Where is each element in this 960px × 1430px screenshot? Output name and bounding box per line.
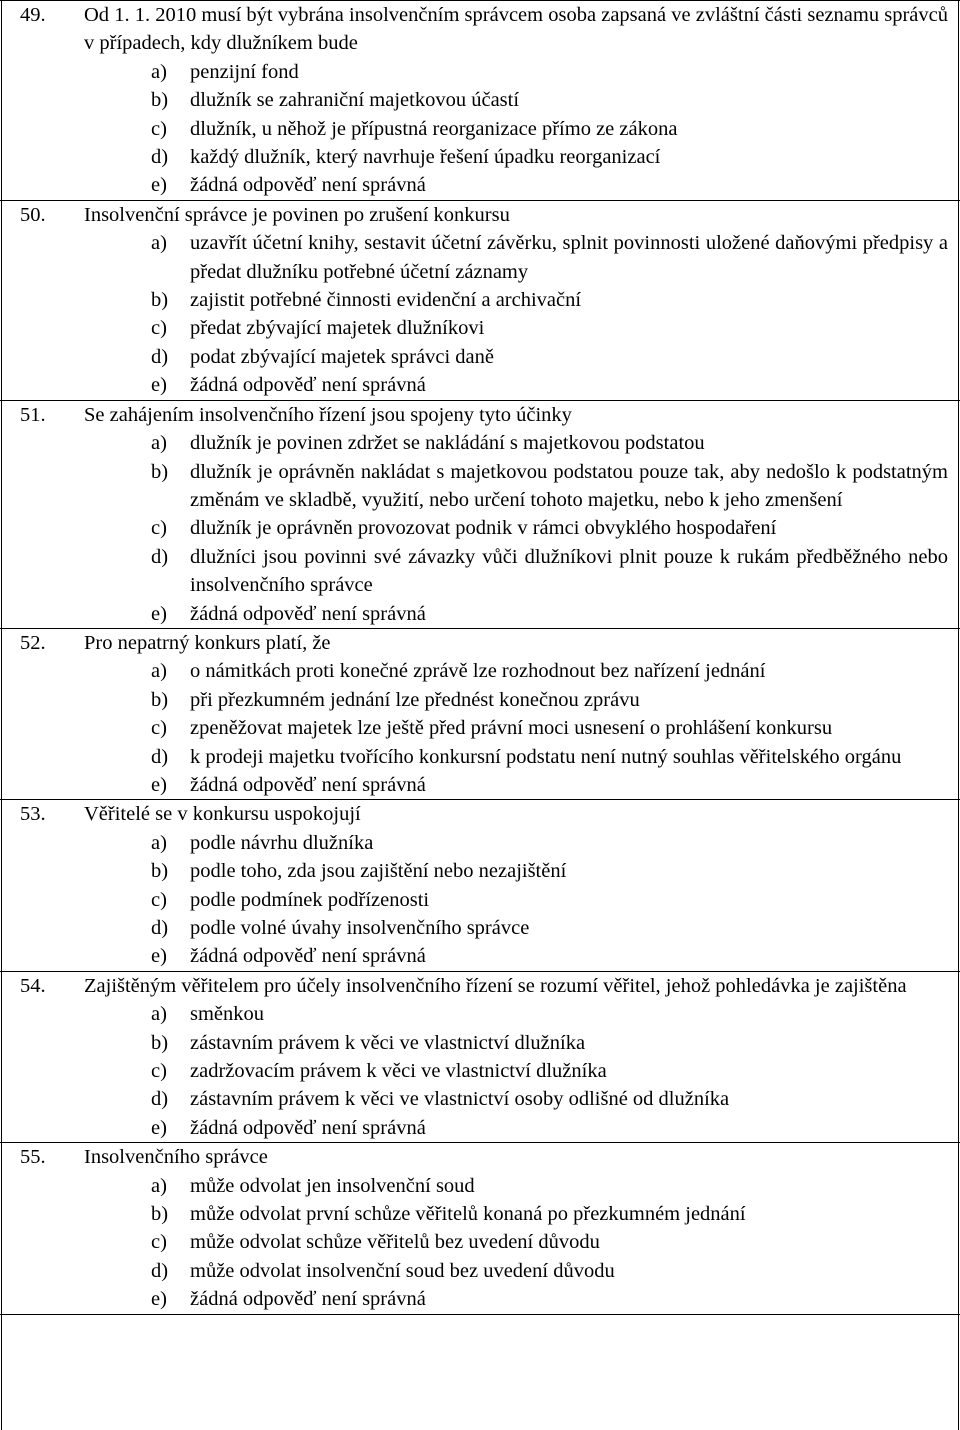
answer-option [151, 514, 948, 542]
answer-option-letter: e) [151, 945, 167, 968]
answer-option-text: žádná odpověď není správná [190, 1116, 426, 1139]
answer-option-letter: a) [151, 1174, 167, 1197]
answer-options [0, 429, 960, 628]
answer-option-text: směnkou [190, 1003, 265, 1026]
answer-option-letter: d) [151, 1088, 169, 1111]
answer-option [151, 1257, 948, 1285]
answer-option [151, 857, 948, 885]
answer-option-text: žádná odpověď není správná [190, 174, 426, 197]
answer-option-letter: a) [151, 432, 167, 455]
answer-option-letter: b) [151, 460, 169, 483]
answer-option-letter: d) [151, 917, 169, 939]
question-text: Pro nepatrný konkurs platí, že [84, 631, 331, 654]
answer-option-text: každý dlužník, který navrhuje řešení úpadku reorganizací [190, 146, 661, 169]
answer-option-letter: b) [151, 1031, 169, 1054]
answer-option-letter: b) [151, 688, 169, 711]
answer-option [151, 286, 948, 314]
answer-option-text: při přezkumném jednání lze přednést konečnou zprávu [190, 688, 640, 711]
answer-option [151, 86, 948, 114]
question-number: 51. [20, 403, 46, 426]
answer-options [0, 229, 960, 399]
answer-option-text: dlužník je povinen zdržet se nakládání s majetkovou podstatou [190, 432, 705, 455]
answer-option-letter: b) [151, 89, 169, 112]
answer-option-letter: b) [151, 289, 169, 312]
answer-option-letter: e) [151, 374, 167, 397]
answer-option-letter: b) [151, 860, 169, 883]
answer-option-text: zástavním právem k věci ve vlastnictví dlužníka [190, 1031, 586, 1054]
question-block [0, 800, 960, 971]
answer-option-text: zajistit potřebné činnosti evidenční a archivační [190, 289, 582, 312]
answer-option-letter: e) [151, 1288, 167, 1311]
question-text: Věřitelé se v konkursu uspokojují [84, 803, 361, 826]
answer-option [151, 343, 948, 371]
answer-options [0, 1000, 960, 1142]
answer-option-text: dlužník je oprávněn nakládat s majetkovou podstatou pouze tak, aby nedošlo k podstatným změnám ve skladbě, využití, nebo určení tohoto majetku, nebo k jeho zmenšení [190, 460, 948, 511]
answer-option [151, 942, 948, 970]
answer-option-text: k prodeji majetku tvořícího konkursní podstatu není nutný souhlas věřitelského orgánu [190, 745, 902, 768]
answer-option-letter: b) [151, 1203, 169, 1226]
answer-option [151, 429, 948, 457]
question-number: 50. [20, 203, 46, 226]
answer-option [151, 1114, 948, 1142]
answer-option-letter: d) [151, 146, 169, 169]
answer-option-text: předat zbývající majetek dlužníkovi [190, 317, 485, 340]
answer-option [151, 371, 948, 399]
answer-option-text: zadržovacím právem k věci ve vlastnictví dlužníka [190, 1060, 607, 1083]
answer-option-text: podat zbývající majetek správci daně [190, 345, 494, 368]
answer-option [151, 686, 948, 714]
answer-option-letter: a) [151, 232, 167, 255]
question-text: Se zahájením insolvenčního řízení jsou spojeny tyto účinky [84, 403, 572, 426]
answer-option-text: podle toho, zda jsou zajištění nebo nezajištění [190, 860, 567, 883]
answer-option [151, 1085, 948, 1113]
question-block [0, 972, 960, 1143]
answer-option-letter: c) [151, 1060, 167, 1083]
answer-option [151, 58, 948, 86]
answer-option-text: penzijní fond [190, 60, 299, 83]
question-number: 53. [20, 803, 46, 826]
answer-option-letter: d) [151, 1259, 169, 1282]
answer-option [151, 1029, 948, 1057]
answer-option-text: dlužník je oprávněn provozovat podnik v rámci obvyklého hospodaření [190, 517, 777, 540]
answer-option-text: podle podmínek podřízenosti [190, 888, 430, 911]
question-number: 54. [20, 974, 46, 997]
question-block [0, 629, 960, 800]
question-block [0, 201, 960, 401]
answer-option-text: podle návrhu dlužníka [190, 831, 374, 854]
answer-option [151, 771, 948, 799]
answer-option-letter: c) [151, 117, 167, 140]
answer-option-letter: e) [151, 174, 167, 197]
answer-option [151, 543, 948, 600]
answer-option-text: může odvolat jen insolvenční soud [190, 1174, 475, 1197]
answer-option-text: žádná odpověď není správná [190, 773, 426, 796]
answer-option-letter: c) [151, 1231, 167, 1254]
question-number: 52. [20, 631, 46, 654]
answer-option-text: žádná odpověď není správná [190, 374, 426, 397]
answer-option [151, 115, 948, 143]
answer-option-letter: a) [151, 60, 167, 83]
answer-option [151, 886, 948, 914]
answer-option-letter: d) [151, 345, 169, 368]
question-number: 49. [20, 4, 46, 26]
answer-option-letter: d) [151, 745, 169, 768]
answer-option-letter: e) [151, 773, 167, 796]
answer-option-letter: e) [151, 602, 167, 625]
question-text: Zajištěným věřitelem pro účely insolvenčního řízení se rozumí věřitel, jehož pohledávka je zajištěna [84, 974, 907, 997]
answer-option-text: uzavřít účetní knihy, sestavit účetní závěrku, splnit povinnosti uložené daňovými předpisy a předat dlužníku potřebné účetní záznamy [190, 232, 948, 283]
answer-option-text: může odvolat první schůze věřitelů konaná po přezkumném jednání [190, 1203, 746, 1226]
answer-option [151, 458, 948, 515]
answer-option-text: žádná odpověď není správná [190, 602, 426, 625]
answer-option-letter: a) [151, 660, 167, 683]
answer-option-text: může odvolat schůze věřitelů bez uvedení důvodu [190, 1231, 600, 1254]
answer-option-text: dlužníci jsou povinni své závazky vůči dlužníkovi plnit pouze k rukám předběžného nebo insolvenčního správce [190, 545, 948, 597]
answer-option [151, 1057, 948, 1085]
answer-option-letter: a) [151, 1003, 167, 1026]
answer-option-letter: c) [151, 888, 167, 911]
answer-option [151, 1285, 948, 1313]
question-text: Insolvenčního správce [84, 1146, 268, 1169]
answer-option [151, 914, 948, 942]
question-block [0, 401, 960, 629]
answer-option [151, 143, 948, 171]
answer-option-text: žádná odpověď není správná [190, 945, 426, 968]
answer-option-text: zástavním právem k věci ve vlastnictví osoby odlišné od dlužníka [190, 1088, 730, 1111]
answer-option [151, 657, 948, 685]
answer-options [0, 829, 960, 971]
answer-option-text: zpeněžovat majetek lze ještě před právní moci usnesení o prohlášení konkursu [190, 717, 833, 740]
answer-option [151, 171, 948, 199]
answer-option-letter: a) [151, 831, 167, 854]
question-block [0, 0, 960, 201]
answer-option [151, 1200, 948, 1228]
question-text: Od 1. 1. 2010 musí být vybrána insolvenčním správcem osoba zapsaná ve zvláštní části seznamu správců v případech, kdy dlužníkem bude [84, 4, 948, 55]
answer-options [0, 657, 960, 799]
answer-option-letter: c) [151, 517, 167, 540]
answer-option-text: žádná odpověď není správná [190, 1288, 426, 1311]
answer-option-letter: c) [151, 717, 167, 740]
answer-options [0, 58, 960, 200]
answer-option [151, 829, 948, 857]
answer-option [151, 714, 948, 742]
answer-option [151, 229, 948, 286]
answer-option [151, 1172, 948, 1200]
answer-option-text: dlužník, u něhož je přípustná reorganizace přímo ze zákona [190, 117, 678, 140]
answer-option-text: dlužník se zahraniční majetkovou účastí [190, 89, 520, 112]
answer-option-letter: d) [151, 545, 169, 568]
answer-option [151, 1000, 948, 1028]
answer-option-letter: c) [151, 317, 167, 340]
answer-option [151, 314, 948, 342]
answer-option-letter: e) [151, 1116, 167, 1139]
answer-option [151, 1228, 948, 1256]
question-block [0, 1143, 960, 1314]
answer-option [151, 743, 948, 771]
answer-option-text: může odvolat insolvenční soud bez uvedení důvodu [190, 1259, 615, 1282]
answer-option [151, 600, 948, 628]
answer-options [0, 1172, 960, 1314]
answer-option-text: o námitkách proti konečné zprávě lze rozhodnout bez nařízení jednání [190, 660, 766, 683]
answer-option-text: podle volné úvahy insolvenčního správce [190, 917, 530, 939]
question-text: Insolvenční správce je povinen po zrušení konkursu [84, 203, 510, 226]
question-number: 55. [20, 1146, 46, 1169]
